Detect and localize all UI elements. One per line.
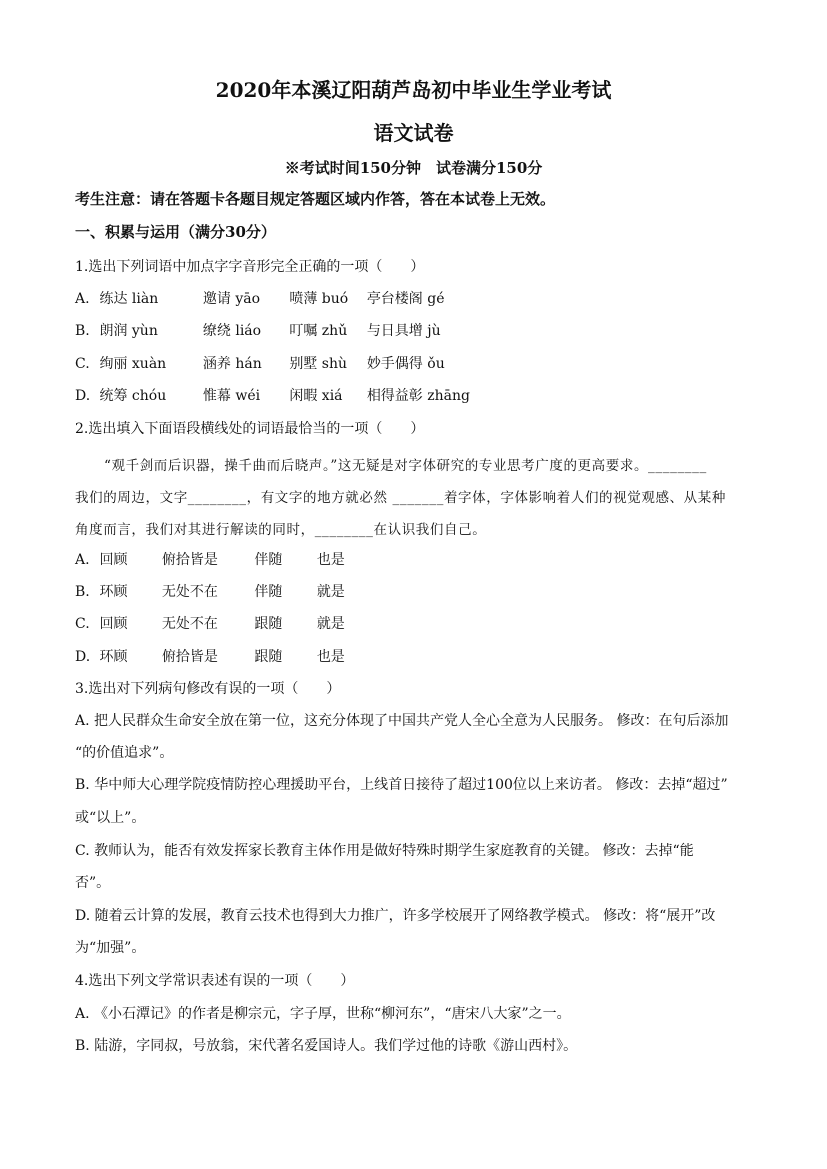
option-item: 也是 (316, 552, 345, 568)
option-item: 朗润 yùn (99, 323, 158, 339)
q2-stem: 2.选出填入下面语段横线处的词语最恰当的一项（ ） (75, 421, 425, 437)
q3-line: 否”。 (75, 875, 111, 891)
q2-passage-line: 我们的周边，文字________，有文字的地方就必然 _______着字体，字体影响着人们的视觉观感、从某种 (75, 490, 726, 506)
candidate-notice: 考生注意：请在答题卡各题目规定答题区域内作答，答在本试卷上无效。 (75, 190, 556, 208)
q1-stem: 1.选出下列词语中加点字字音形完全正确的一项（ ） (75, 259, 425, 275)
option-item: 环顾 (99, 649, 128, 665)
option-item: 绚丽 xuàn (99, 356, 167, 372)
option-item: 俯拾皆是 (161, 552, 218, 568)
q2-option-d (75, 646, 345, 666)
q3-line: “的价值追求”。 (75, 745, 174, 761)
option-label: A. (75, 291, 90, 307)
option-item: 环顾 (99, 584, 128, 600)
q1-option-a (75, 288, 445, 308)
section-heading: 一、积累与运用（满分30分） (75, 223, 276, 241)
option-item: 闲暇 xiá (289, 388, 343, 404)
option-item: 伴随 (254, 584, 283, 600)
option-label: B. (75, 584, 90, 600)
option-label: C. (75, 356, 90, 372)
option-item: 缭绕 liáo (202, 323, 262, 339)
q4-line: A. 《小石潭记》的作者是柳宗元，字子厚，世称“柳河东”，“唐宋八大家”之一。 (75, 1006, 571, 1022)
option-item: 练达 liàn (99, 291, 159, 307)
option-item: 喷薄 buó (289, 291, 349, 307)
q2-passage-line: “观千剑而后识器，操千曲而后晓声。”这无疑是对字体研究的专业思考广度的更高要求。________ (104, 458, 707, 474)
option-label: D. (75, 388, 91, 404)
option-item: 就是 (316, 584, 345, 600)
option-item: 妙手偶得 ǒu (366, 356, 445, 372)
option-label: D. (75, 649, 91, 665)
q3-line: B. 华中师大心理学院疫情防控心理援助平台，上线首日接待了超过100位以上来访者。 修改：去掉“超过” (75, 777, 728, 793)
q3-line: A. 把人民群众生命安全放在第一位，这充分体现了中国共产党人全心全意为人民服务。 修改：在句后添加 (75, 713, 729, 729)
exam-title: 2020年本溪辽阳葫芦岛初中毕业生学业考试 (215, 78, 612, 102)
option-item: 伴随 (254, 552, 283, 568)
q1-option-b (75, 320, 441, 340)
option-item: 邀请 yāo (202, 291, 261, 307)
option-item: 叮嘱 zhǔ (289, 323, 348, 339)
option-item: 统筹 chóu (99, 388, 167, 404)
exam-info: ※考试时间150分钟 试卷满分150分 (284, 159, 543, 177)
option-item: 别墅 shù (289, 356, 348, 372)
q3-line: C. 教师认为，能否有效发挥家长教育主体作用是做好特殊时期学生家庭教育的关键。 修改：去掉“能 (75, 843, 694, 859)
option-item: 就是 (316, 616, 345, 632)
q2-option-c (75, 613, 345, 633)
q3-stem: 3.选出对下列病句修改有误的一项（ ） (75, 681, 341, 697)
q3-line: 或“以上”。 (75, 810, 146, 826)
option-item: 回顾 (99, 616, 128, 632)
option-label: B. (75, 323, 90, 339)
option-item: 与日具增 jù (366, 323, 441, 339)
q4-stem: 4.选出下列文学常识表述有误的一项（ ） (75, 973, 355, 989)
exam-subject: 语文试卷 (373, 121, 454, 145)
option-item: 无处不在 (161, 584, 218, 600)
q4-line: B. 陆游，字同叔，号放翁，宋代著名爱国诗人。我们学过他的诗歌《游山西村》。 (75, 1038, 578, 1054)
q1-option-c (75, 353, 445, 373)
q2-option-b (75, 581, 345, 601)
option-item: 无处不在 (161, 616, 218, 632)
option-item: 回顾 (99, 552, 128, 568)
q1-option-d (75, 385, 470, 405)
option-item: 涵养 hán (202, 356, 262, 372)
option-label: A. (75, 552, 90, 568)
option-label: C. (75, 616, 90, 632)
option-item: 惟幕 wéi (202, 388, 261, 404)
option-item: 相得益彰 zhāng (366, 388, 470, 404)
option-item: 也是 (316, 649, 345, 665)
option-item: 跟随 (254, 616, 283, 632)
q3-line: 为“加强”。 (75, 940, 146, 956)
option-item: 俯拾皆是 (161, 649, 218, 665)
q2-passage-line: 角度而言，我们对其进行解读的同时，________在认识我们自己。 (75, 522, 487, 538)
option-item: 亭台楼阁 gé (366, 291, 445, 307)
option-item: 跟随 (254, 649, 283, 665)
q3-line: D. 随着云计算的发展，教育云技术也得到大力推广，许多学校展开了网络教学模式。 修改：将“展开”改 (75, 908, 716, 924)
q2-option-a (75, 549, 345, 569)
